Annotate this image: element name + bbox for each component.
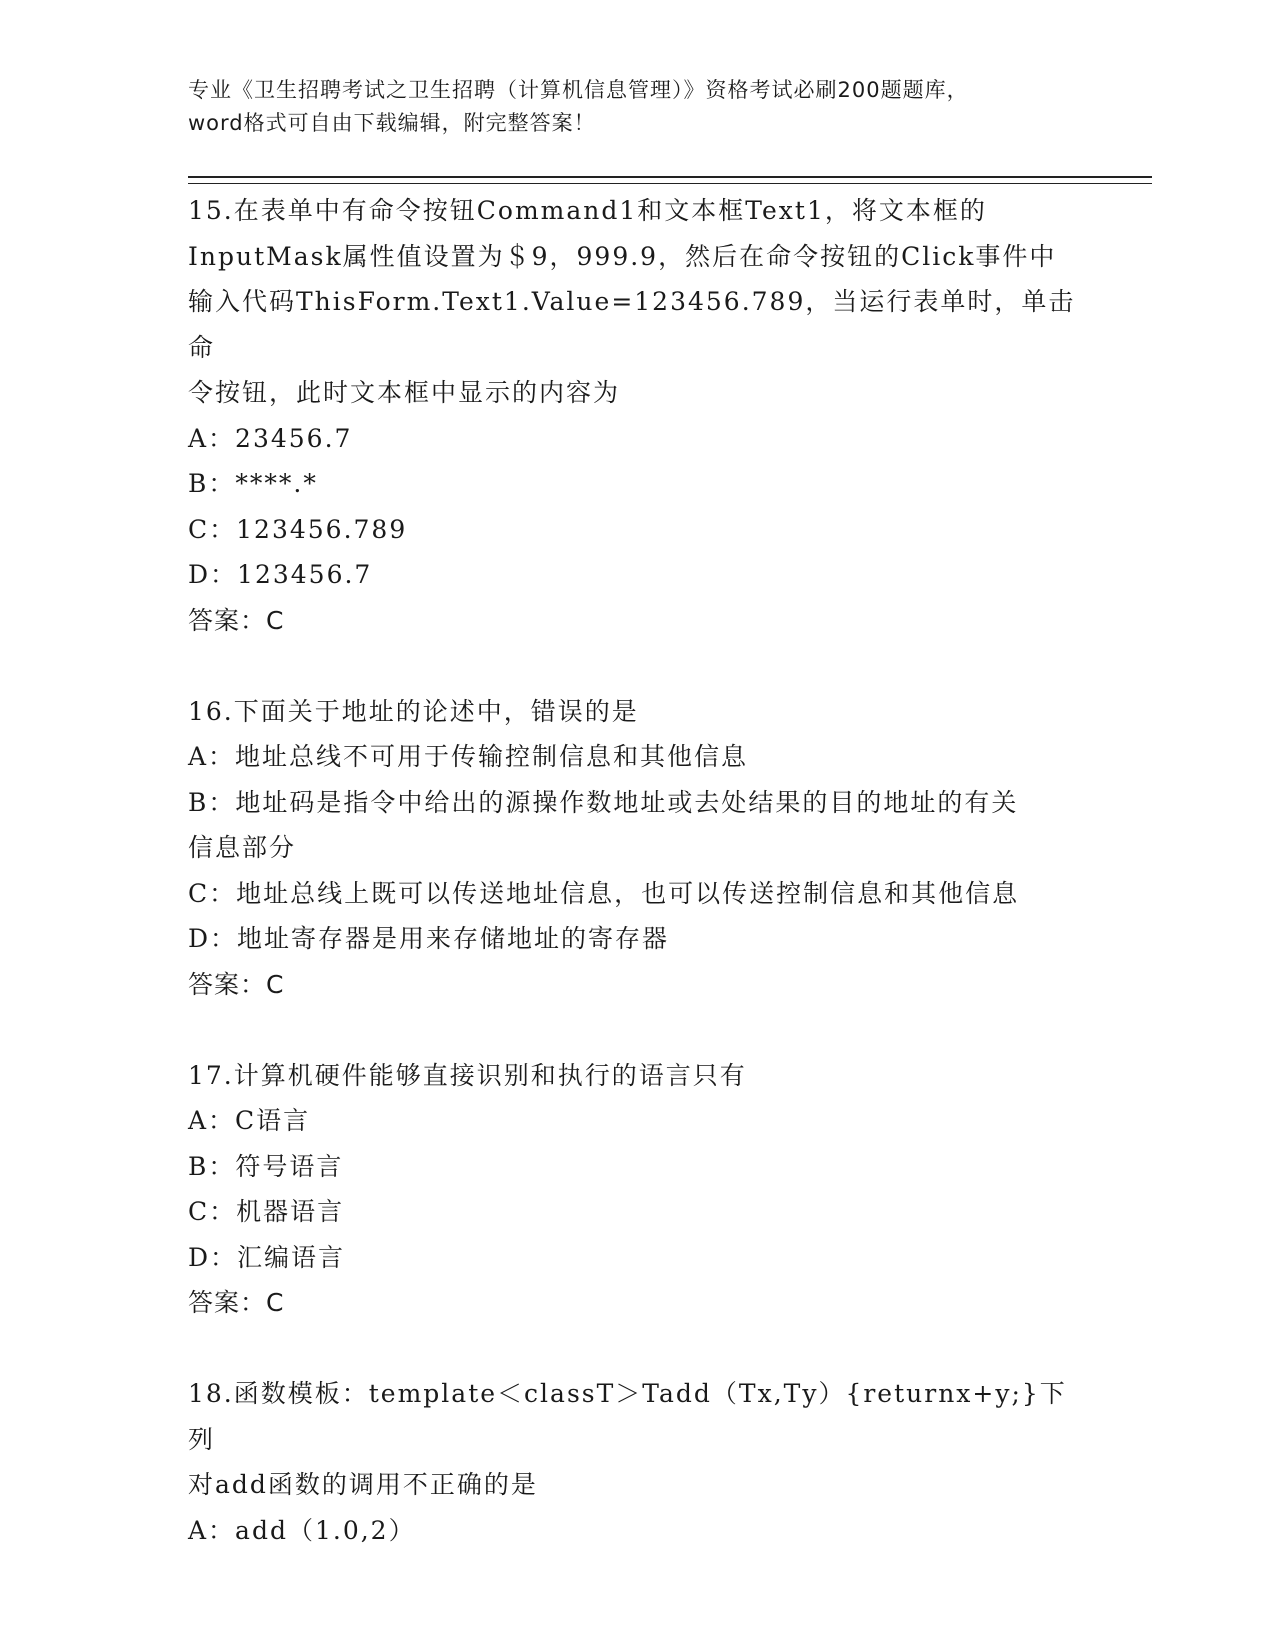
option-c: C：地址总线上既可以传送地址信息，也可以传送控制信息和其他信息 xyxy=(188,878,1020,908)
option-a: A：C语言 xyxy=(188,1106,311,1135)
option-d: D：地址寄存器是用来存储地址的寄存器 xyxy=(188,924,670,953)
header-line-1: 专业《卫生招聘考试之卫生招聘（计算机信息管理）》资格考试必刷200题题库， xyxy=(188,78,969,102)
answer-line: 答案：C xyxy=(188,605,285,635)
option-c: C：机器语言 xyxy=(188,1197,345,1226)
option-b: B：****.* xyxy=(188,469,318,498)
option-b: B：符号语言 xyxy=(188,1151,344,1181)
option-a: A：23456.7 xyxy=(188,423,353,453)
question-text-line: InputMask属性值设置为＄9，999.9，然后在命令按钮的Click事件中 xyxy=(188,241,1057,271)
question-18 xyxy=(188,1371,1088,1553)
question-text-line: 令按钮，此时文本框中显示的内容为 xyxy=(188,378,621,407)
question-text-line: 15.在表单中有命令按钮Command1和文本框Text1，将文本框的 xyxy=(188,196,987,225)
answer-line: 答案：C xyxy=(188,969,285,999)
header-divider-thick xyxy=(188,176,1152,178)
question-text-line: 16.下面关于地址的论述中，错误的是 xyxy=(188,696,639,726)
question-text-line: 17.计算机硬件能够直接识别和执行的语言只有 xyxy=(188,1060,747,1090)
question-text-line: 对add函数的调用不正确的是 xyxy=(188,1470,538,1499)
option-d: D：汇编语言 xyxy=(188,1242,346,1272)
question-list xyxy=(188,188,1088,1599)
option-a: A：add（1.0,2） xyxy=(188,1515,416,1545)
option-c: C：123456.789 xyxy=(188,514,408,544)
question-15 xyxy=(188,188,1088,643)
question-17 xyxy=(188,1053,1088,1326)
option-b: B：地址码是指令中给出的源操作数地址或去处结果的目的地址的有关 xyxy=(188,787,1019,817)
option-a: A：地址总线不可用于传输控制信息和其他信息 xyxy=(188,742,749,771)
header-line-2: word格式可自由下载编辑，附完整答案！ xyxy=(188,111,596,135)
question-text-line: 18.函数模板：template＜classT＞Tadd（Tx,Ty）{returnx+y;}下列 xyxy=(188,1379,1067,1454)
option-d: D：123456.7 xyxy=(188,560,373,589)
question-16 xyxy=(188,689,1088,1008)
answer-line: 答案：C xyxy=(188,1288,285,1317)
header-divider-thin xyxy=(188,183,1152,184)
question-text-line: 输入代码ThisForm.Text1.Value=123456.789，当运行表单时，单击命 xyxy=(188,287,1076,362)
option-b-continued: 信息部分 xyxy=(188,833,297,862)
page-header xyxy=(188,74,1088,140)
